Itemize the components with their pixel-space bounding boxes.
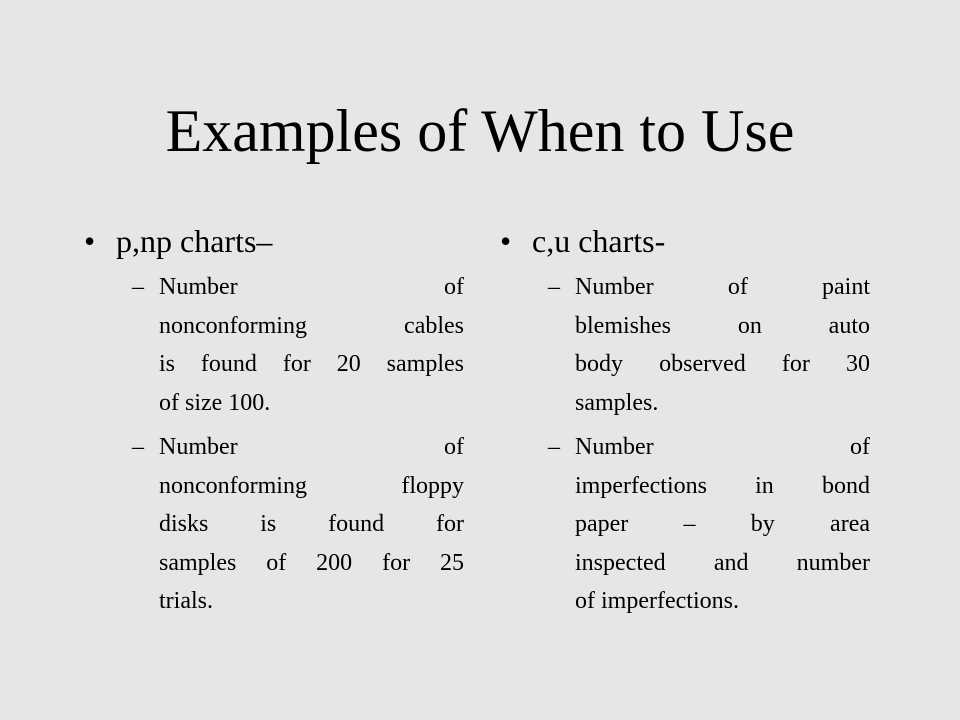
sub-bullet-line: is found for 20 samples xyxy=(159,351,464,377)
sub-bullet-list xyxy=(84,268,464,621)
bullet-icon: • xyxy=(500,223,512,259)
sub-bullet-line: nonconforming cables xyxy=(159,312,464,339)
sub-bullet-line: samples of 200 for 25 xyxy=(159,549,464,576)
sub-bullet-line: Number of paint xyxy=(575,274,870,300)
sub-bullet-item xyxy=(132,428,464,621)
bullet-heading-p-np-charts xyxy=(84,218,464,264)
sub-bullet-line: of imperfections. xyxy=(575,588,739,614)
sub-bullet-item xyxy=(548,268,870,422)
sub-bullet-line: paper – by area xyxy=(575,511,870,537)
bullet-heading-text: c,u charts- xyxy=(532,223,666,259)
sub-bullet-line: Number of xyxy=(575,434,870,460)
sub-bullet-item xyxy=(132,268,464,422)
sub-bullet-line: body observed for 30 xyxy=(575,351,870,377)
dash-icon: – xyxy=(548,274,560,300)
bullet-icon: • xyxy=(84,223,96,259)
sub-bullet-line: inspected and number xyxy=(575,549,870,576)
sub-bullet-line: samples. xyxy=(575,389,659,416)
sub-bullet-line: blemishes on auto xyxy=(575,312,870,339)
right-column xyxy=(500,218,870,627)
sub-bullet-line: disks is found for xyxy=(159,511,464,537)
sub-bullet-line: nonconforming floppy xyxy=(159,472,464,499)
slide-title: Examples of When to Use xyxy=(165,98,795,164)
bullet-heading-c-u-charts xyxy=(500,218,870,264)
sub-bullet-line: of size 100. xyxy=(159,389,271,416)
sub-bullet-line: Number of xyxy=(159,274,464,300)
dash-icon: – xyxy=(132,434,144,460)
left-column xyxy=(84,218,464,627)
sub-bullet-line: imperfections in bond xyxy=(575,472,870,499)
sub-bullet-list xyxy=(500,268,870,621)
sub-bullet-line: Number of xyxy=(159,434,464,460)
dash-icon: – xyxy=(132,274,144,300)
sub-bullet-line: trials. xyxy=(159,588,213,614)
bullet-heading-text: p,np charts– xyxy=(116,223,273,259)
sub-bullet-item xyxy=(548,428,870,621)
dash-icon: – xyxy=(548,434,560,460)
